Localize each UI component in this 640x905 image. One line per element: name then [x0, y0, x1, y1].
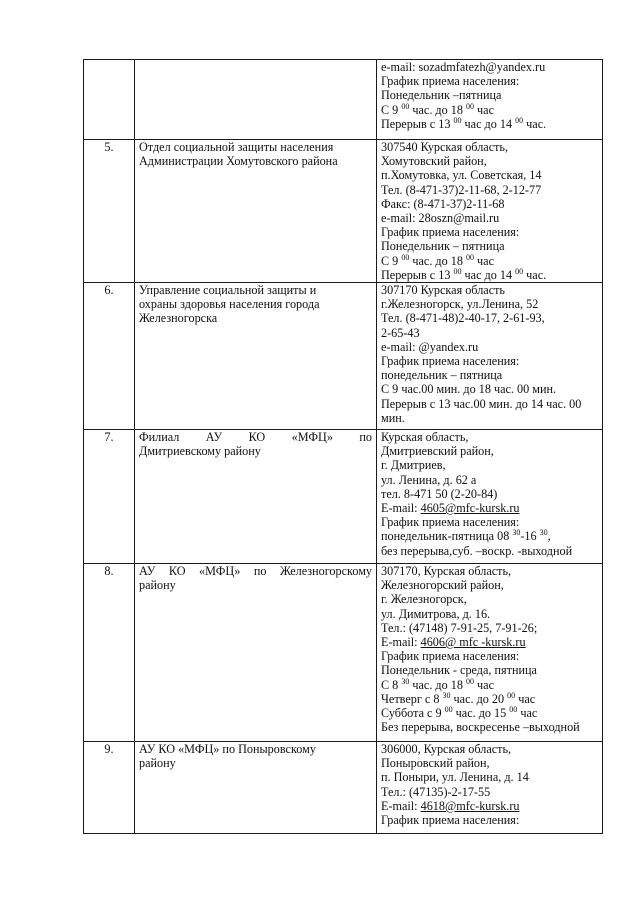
contact-text: С 9 час.00 мин. до 18 час. 00 мин. [381, 382, 557, 397]
organization-name-line: Железногорска [139, 311, 218, 326]
contact-text: 307170, Курская область, [381, 564, 512, 579]
contact-line [381, 103, 598, 117]
contact-line [381, 799, 598, 813]
table-row [84, 140, 603, 283]
contact-text: График приема населения: [381, 515, 520, 530]
organization-name-line: району [139, 756, 176, 771]
table-row [84, 564, 603, 742]
contact-text: Дмитриевский район, [381, 444, 494, 459]
contact-line [381, 354, 598, 368]
contact-line [381, 211, 598, 225]
contact-text: e-mail: sozadmfatezh@yandex.ru [381, 60, 546, 74]
contact-line [381, 311, 598, 325]
contact-text: Понедельник - среда, пятница [381, 663, 537, 678]
contact-text: График приема населения: [381, 354, 520, 369]
contact-text: ул. Ленина, д. 62 а [381, 472, 477, 487]
contact-text: час [474, 102, 494, 117]
contact-text: Перерыв с 13 час.00 мин. до 14 час. 00 [381, 396, 582, 411]
time-superscript: 30 [442, 690, 451, 700]
row-number-cell [84, 60, 135, 140]
contact-line [381, 74, 598, 88]
contact-text: час [515, 691, 536, 706]
contact-line [381, 501, 598, 515]
contact-line [381, 430, 598, 444]
contact-line [381, 283, 598, 297]
contact-text: E-mail: [381, 798, 421, 813]
contact-line [381, 487, 598, 501]
organization-name-cell [135, 430, 377, 564]
contact-line [381, 411, 598, 425]
organization-name-line: Управление социальной защиты и [139, 283, 317, 298]
contact-text: График приема населения: [381, 813, 520, 828]
contact-text: час [517, 706, 538, 721]
contacts-cell [377, 60, 603, 140]
table-row [84, 430, 603, 564]
contact-text: Тел. (8-471-48)2-40-17, 2-61-93, [381, 311, 545, 326]
contact-text: час до 14 [461, 116, 516, 131]
contact-line [381, 382, 598, 396]
email-link[interactable]: 4605@mfc-kursk.ru [420, 501, 520, 516]
organization-name-line: Филиал АУ КО «МФЦ» по [139, 430, 372, 445]
contact-line [381, 140, 598, 154]
time-superscript: 00 [453, 115, 462, 125]
contact-text: С 9 [381, 102, 402, 117]
contact-line [381, 607, 598, 621]
contact-text: Перерыв с 13 [381, 267, 454, 282]
time-superscript: 00 [515, 115, 524, 125]
contact-text: Суббота с 9 [381, 706, 445, 721]
time-superscript: 00 [466, 101, 474, 111]
contact-line [381, 578, 598, 592]
contact-text: тел. 8-471 50 (2-20-84) [381, 486, 498, 501]
contact-line [381, 515, 598, 529]
contacts-cell [377, 742, 603, 834]
contact-line [381, 544, 598, 558]
time-superscript: 00 [509, 705, 518, 715]
contact-line [381, 117, 598, 131]
contact-text: С 9 [381, 253, 402, 268]
row-number-cell: 8. [84, 564, 135, 742]
time-superscript: 00 [466, 252, 474, 262]
contacts-cell [377, 140, 603, 283]
contact-line [381, 785, 598, 799]
contact-text: Тел.: (47148) 7-91-25, 7-91-26; [381, 620, 538, 635]
contact-text: час. до 20 [450, 691, 508, 706]
contact-text: 307540 Курская область, [381, 140, 509, 154]
contact-text: Тел. (8-471-37)2-11-68, 2-12-77 [381, 182, 542, 197]
contact-text: Тел.: (47135)-2-17-55 [381, 784, 491, 799]
contact-text: понедельник-пятница 08 [381, 529, 513, 544]
contact-line [381, 649, 598, 663]
contact-text: час [474, 677, 494, 692]
email-link[interactable]: 4618@mfc-kursk.ru [420, 798, 520, 813]
contact-text: час [474, 253, 494, 268]
time-superscript: 30 [539, 528, 548, 538]
contact-text: п. Поныри, ул. Ленина, д. 14 [381, 770, 529, 785]
time-superscript: 00 [515, 266, 524, 276]
time-superscript: 00 [401, 101, 410, 111]
contact-text: E-mail: [381, 501, 421, 516]
contact-text: без перерыва,суб. –воскр. -выходной [381, 543, 573, 558]
organization-name-cell [135, 140, 377, 283]
contact-line [381, 168, 598, 182]
table-row [84, 60, 603, 140]
contact-text: 2-65-43 [381, 325, 420, 340]
contact-line [381, 692, 598, 706]
contact-line [381, 183, 598, 197]
organization-name-cell [135, 564, 377, 742]
contact-text: Понедельник – пятница [381, 239, 505, 254]
contact-text: Факс: (8-471-37)2-11-68 [381, 196, 505, 211]
contact-text: График приема населения: [381, 225, 520, 240]
time-superscript: 00 [466, 676, 474, 686]
time-superscript: 00 [507, 690, 516, 700]
contact-line [381, 564, 598, 578]
contact-line [381, 268, 598, 282]
organization-name-line: Дмитриевскому району [139, 444, 261, 459]
contact-text: г. Дмитриев, [381, 458, 446, 473]
contact-line [381, 197, 598, 211]
time-superscript: 30 [512, 528, 521, 538]
contact-text: e-mail: @yandex.ru [381, 339, 479, 354]
contact-line [381, 444, 598, 458]
contact-line [381, 225, 598, 239]
contact-text: Перерыв с 13 [381, 116, 454, 131]
contact-line [381, 473, 598, 487]
contact-line [381, 88, 598, 102]
contact-line [381, 326, 598, 340]
contact-line [381, 458, 598, 472]
contact-line [381, 592, 598, 606]
contacts-cell [377, 564, 603, 742]
contact-text: С 8 [381, 677, 402, 692]
organization-name-line: АУ КО «МФЦ» по Поныровскому [139, 742, 316, 757]
row-number-cell: 9. [84, 742, 135, 834]
contact-text: Четверг с 8 [381, 691, 443, 706]
contact-text: Железногорский район, [381, 578, 504, 593]
contact-text: п.Хомутовка, ул. Советская, 14 [381, 168, 542, 183]
contact-text: , [547, 529, 551, 544]
contact-text: час. [523, 116, 547, 131]
contact-text: г. Железногорск, [381, 592, 467, 607]
organization-name-line: Администрации Хомутовского района [139, 154, 338, 169]
table-row [84, 283, 603, 430]
row-number-cell: 6. [84, 283, 135, 430]
row-number-cell: 7. [84, 430, 135, 564]
time-superscript: 00 [444, 705, 453, 715]
contact-line [381, 529, 598, 543]
contact-line [381, 297, 598, 311]
contact-text: 307170 Курская область [381, 283, 505, 298]
contact-line [381, 239, 598, 253]
contacts-cell [377, 430, 603, 564]
contact-line [381, 368, 598, 382]
contact-line [381, 720, 598, 734]
organization-name-line: АУ КО «МФЦ» по Железногорскому [139, 564, 372, 579]
contact-line [381, 678, 598, 692]
contact-line [381, 340, 598, 354]
contact-text: час. до 15 [452, 706, 510, 721]
contact-text: Поныровский район, [381, 756, 490, 771]
contact-text: ул. Димитрова, д. 16. [381, 606, 491, 621]
contact-line [381, 60, 598, 74]
organizations-table-body [84, 60, 603, 834]
contact-line [381, 397, 598, 411]
contact-text: Курская область, [381, 430, 469, 445]
contact-text: График приема населения: [381, 649, 520, 664]
contacts-cell [377, 283, 603, 430]
contact-line [381, 663, 598, 677]
contact-text: Хомутовский район, [381, 154, 487, 169]
organizations-table [83, 59, 603, 834]
table-row [84, 742, 603, 834]
organization-name-line: охраны здоровья населения города [139, 297, 320, 312]
contact-text: час. [523, 267, 547, 282]
organization-name-cell [135, 60, 377, 140]
time-superscript: 00 [401, 252, 410, 262]
contact-text: понедельник – пятница [381, 368, 503, 383]
contact-text: Без перерыва, воскресенье –выходной [381, 720, 580, 735]
contact-line [381, 770, 598, 784]
contact-text: E-mail: [381, 635, 421, 650]
organization-name-cell [135, 283, 377, 430]
contact-line [381, 635, 598, 649]
contact-text: e-mail: 28oszn@mail.ru [381, 211, 500, 226]
contact-line [381, 621, 598, 635]
contact-text: час до 14 [461, 267, 516, 282]
contact-text: мин. [381, 410, 405, 425]
contact-text: График приема населения: [381, 74, 520, 89]
row-number-cell: 5. [84, 140, 135, 283]
contact-text: 306000, Курская область, [381, 742, 512, 757]
time-superscript: 00 [453, 266, 462, 276]
time-superscript: 30 [401, 676, 410, 686]
contact-text: -16 [520, 529, 540, 544]
contact-line [381, 813, 598, 827]
organization-name-cell [135, 742, 377, 834]
contact-line [381, 756, 598, 770]
email-link[interactable]: 4606@ mfc -kursk.ru [420, 635, 526, 650]
contact-text: г.Железногорск, ул.Ленина, 52 [381, 297, 539, 312]
organization-name-line: Отдел социальной защиты населения [139, 140, 334, 154]
contact-text: час. до 18 [409, 677, 466, 692]
contact-line [381, 254, 598, 268]
contact-text: час. до 18 [409, 253, 466, 268]
contact-line [381, 154, 598, 168]
contact-text: Понедельник –пятница [381, 88, 502, 103]
contact-text: час. до 18 [409, 102, 466, 117]
organization-name-line: району [139, 578, 176, 593]
contact-line [381, 742, 598, 756]
contact-line [381, 706, 598, 720]
